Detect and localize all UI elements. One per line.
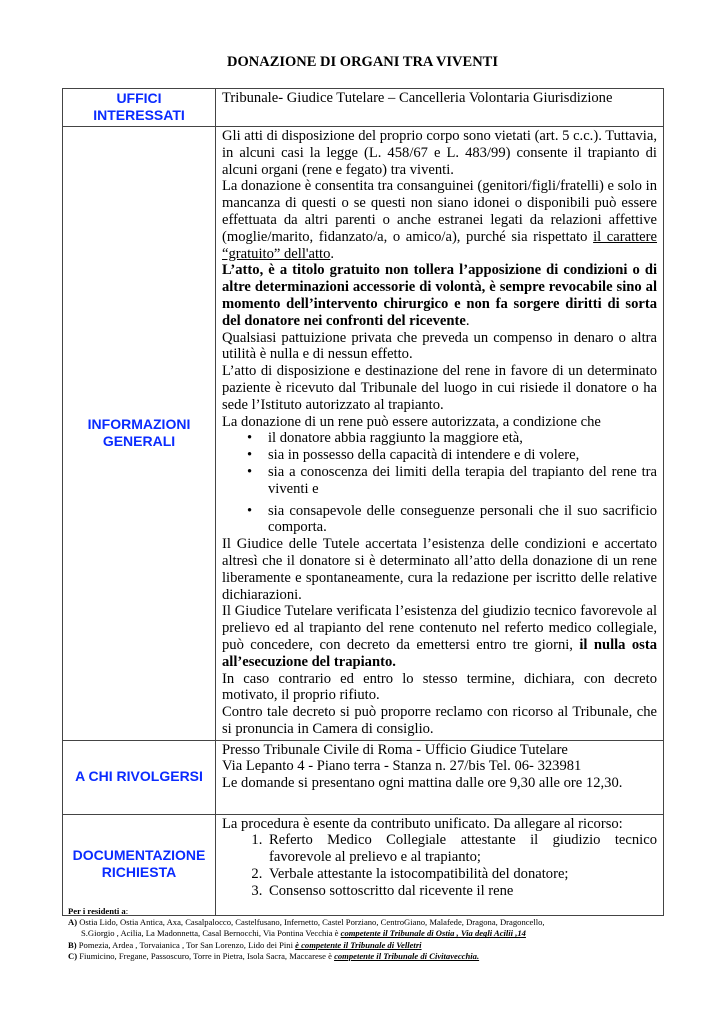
row-uffici <box>63 89 664 127</box>
info-table <box>62 88 664 916</box>
footer-line-a <box>68 917 668 928</box>
footer-line-b <box>68 940 668 951</box>
text: S.Giorgio , Acilia, La Madonnetta, Casal Bernocchi, Via Pontina Vecchia è <box>81 928 341 939</box>
list-item: • sia a conoscenza dei limiti della terapia del trapianto del rene tra viventi e <box>268 464 657 498</box>
text: Fiumicino, Fregane, Passoscuro, Torre in Pietra, Isola Sacra, Maccarese è <box>77 950 335 961</box>
list-item: 2. Verbale attestante la istocompatibilità del donatore; <box>266 866 657 883</box>
row-documentazione <box>63 814 664 915</box>
address-line: Le domande si presentano ogni mattina dalle ore 9,30 alle ore 12,30. <box>222 775 623 792</box>
list-item: 1. Referto Medico Collegiale attestante il giudizio tecnico favorevole al prelievo e al trapianto; <box>266 832 657 866</box>
text: . <box>465 312 470 329</box>
text: : <box>125 906 129 916</box>
label-documentazione: DOCUMENTAZIONE RICHIESTA <box>63 814 216 915</box>
footer-heading <box>68 906 668 917</box>
list-item: • il donatore abbia raggiunto la maggiore età, <box>268 430 657 447</box>
text: Il Giudice Tutelare verificata l’esistenza del giudizio tecnico favorevole al prelievo ed al trapianto del rene contenuto nel referto medico collegiale, può concedere, con decreto da emettersi entro tre giorni, <box>222 603 657 653</box>
row-rivolgersi <box>63 740 664 814</box>
paragraph: Qualsiasi pattuizione privata che preveda un compenso in denaro o altra utilità è nulla e di nessun effetto. <box>222 329 657 363</box>
address-line: Via Lepanto 4 - Piano terra - Stanza n. 27/bis Tel. 06- 323981 <box>222 758 582 775</box>
paragraph <box>222 262 657 329</box>
rivolgersi-content <box>216 740 664 814</box>
label: C) <box>68 950 78 961</box>
label: A) <box>68 917 78 928</box>
paragraph: Il Giudice delle Tutele accertata l’esistenza delle condizioni e accertato altresì che il donatore si è determinato all’atto della donazione di un rene liberamente e spontaneamente, cura la redazione per iscritto delle relative dichiarazioni. <box>222 536 657 603</box>
competence-text: è competente il Tribunale di Velletri <box>295 939 422 950</box>
list-item: • sia in possesso della capacità di intendere e di volere, <box>268 447 657 464</box>
paragraph: La procedura è esente da contributo unificato. Da allegare al ricorso: <box>222 815 623 832</box>
text: Per i residenti a <box>68 906 126 916</box>
row-informazioni <box>63 127 664 741</box>
footer-line-c <box>68 951 668 962</box>
label: B) <box>68 939 77 950</box>
footer-line-a2 <box>68 928 668 939</box>
paragraph: In caso contrario ed entro lo stesso termine, dichiara, con decreto motivato, il proprio rifiuto. <box>222 670 657 704</box>
text-uffici: Tribunale- Giudice Tutelare – Cancelleria Volontaria Giurisdizione <box>216 89 664 127</box>
paragraph: Gli atti di disposizione del proprio corpo sono vietati (art. 5 c.c.). Tuttavia, in alcuni casi la legge (L. 458/67 e L. 483/99) consente il trapianto di alcuni organi (rene e fegato) tra viventi. <box>222 128 657 178</box>
text: Ostia Lido, Ostia Antica, Axa, Casalpalocco, Castelfusano, Infernetto, Castel Porziano, CentroGiano, Malafede, Dragona, Dragoncello, <box>77 917 545 928</box>
text: Pomezia, Ardea , Torvaianica , Tor San Lorenzo, Lido dei Pini <box>76 939 296 950</box>
paragraph: Contro tale decreto si può proporre reclamo con ricorso al Tribunale, che si pronuncia in Camera di consiglio. <box>222 704 657 737</box>
bold-text: il nulla osta all’esecuzione del trapianto. <box>222 636 658 670</box>
documentazione-content <box>216 814 664 915</box>
paragraph <box>222 603 657 670</box>
conditions-list <box>222 430 657 536</box>
footer-notes <box>68 906 668 962</box>
underlined-text: il carattere “gratuito” dell'atto <box>222 228 658 262</box>
bold-text: L’atto, è a titolo gratuito non tollera l’apposizione di condizioni o di altre determinazioni accessorie di volontà, è sempre revocabile sino al momento dell’intervento chirurgico e non fa sorgere diritti di sorta del donatore nei confronti del ricevente <box>222 262 657 329</box>
address-line: Presso Tribunale Civile di Roma - Ufficio Giudice Tutelare <box>222 741 568 758</box>
page-title: DONAZIONE DI ORGANI TRA VIVENTI <box>227 54 498 70</box>
label-uffici: UFFICI INTERESSATI <box>63 89 216 127</box>
list-item: • sia consapevole delle conseguenze personali che il suo sacrificio comporta. <box>268 503 657 537</box>
informazioni-content <box>216 127 664 741</box>
text: La donazione è consentita tra consanguinei (genitori/figli/fratelli) e solo in mancanza di questi o se questi non siano idonei o disponibili può essere effettuata da altri parenti o anche estranei legati da relazioni affettive (moglie/marito, fidanzato/a, o amico/a), purché sia rispettato <box>222 178 657 245</box>
paragraph: L’atto di disposizione e destinazione del rene in favore di un determinato paziente è ricevuto dal Tribunale del luogo in cui risiede il donatore o ha sede l’Istituto autorizzato al trapianto. <box>222 363 657 413</box>
competence-text: competente il Tribunale di Ostia , Via degli Acilii ,14 <box>340 928 526 939</box>
paragraph: La donazione di un rene può essere autorizzata, a condizione che <box>222 413 601 430</box>
text: . <box>330 245 335 262</box>
paragraph <box>222 178 657 262</box>
competence-text: competente il Tribunale di Civitavecchia. <box>334 950 480 961</box>
label-rivolgersi: A CHI RIVOLGERSI <box>63 740 216 814</box>
label-informazioni: INFORMAZIONI GENERALI <box>63 127 216 741</box>
list-item: 3. Consenso sottoscritto dal ricevente il rene <box>266 883 657 900</box>
documents-list <box>222 832 657 899</box>
